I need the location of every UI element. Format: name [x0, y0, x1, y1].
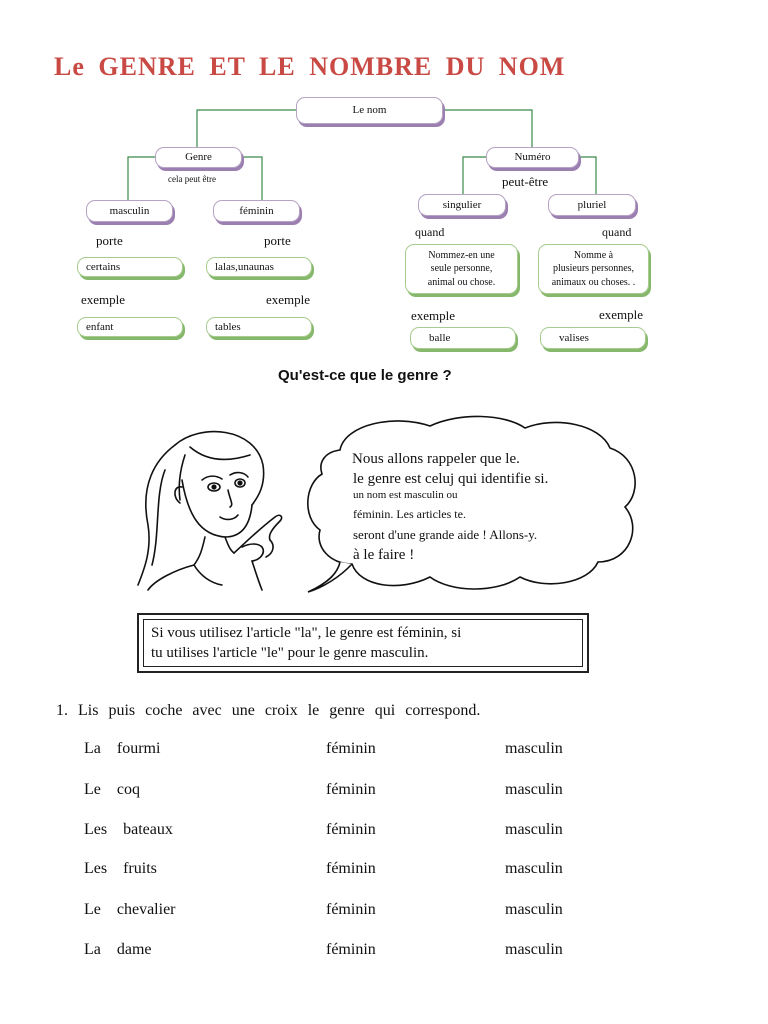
info-line-2: tu utilises l'article "le" pour le genre masculin. — [151, 645, 429, 661]
node-singulier: singulier — [418, 194, 506, 216]
label-exemple-mid: exemple — [266, 292, 311, 307]
girl-illustration — [130, 425, 300, 595]
option-masculin[interactable]: masculin — [505, 941, 563, 958]
node-lalas: lalas,unaunas — [206, 257, 312, 277]
info-line-1: Si vous utilisez l'article "la", le genre est féminin, si — [151, 625, 462, 641]
noun: La fourmi — [84, 740, 161, 757]
exercise-row — [0, 740, 768, 764]
label-exemple-plur: exemple — [599, 307, 644, 322]
bubble-line-4: féminin. Les articles te. — [353, 507, 466, 521]
node-genre: Genre — [155, 147, 242, 168]
page-title: Le GENRE ET LE NOMBRE DU NOM — [54, 52, 566, 81]
plur-desc-line3: animaux ou choses. . — [551, 276, 636, 288]
label-exemple-sing: exemple — [411, 308, 456, 323]
exercise-row — [0, 901, 768, 925]
bubble-line-5: seront d'une grande aide ! Allons-y. — [353, 527, 538, 542]
option-feminin[interactable]: féminin — [326, 740, 376, 757]
label-porte-right: porte — [264, 233, 291, 248]
sing-desc-line3: animal ou chose. — [427, 276, 496, 288]
bubble-line-6: à le faire ! — [353, 547, 415, 563]
plur-desc-line1: Nomme à — [573, 249, 614, 261]
label-quand-right: quand — [602, 225, 632, 239]
bubble-line-2: le genre est celuj qui identifie si. — [353, 471, 549, 487]
exercise-row — [0, 781, 768, 805]
node-masculin: masculin — [86, 200, 173, 222]
node-balle: balle — [410, 327, 516, 349]
node-numero: Numéro — [486, 147, 579, 168]
label-porte-left: porte — [96, 233, 123, 248]
label-peut-etre: peut-être — [502, 174, 549, 189]
node-enfant: enfant — [77, 317, 183, 337]
noun: Les bateaux — [84, 821, 173, 838]
node-valises: valises — [540, 327, 646, 349]
option-feminin[interactable]: féminin — [326, 781, 376, 798]
info-box — [137, 613, 589, 673]
section-question: Qu'est-ce que le genre ? — [278, 367, 452, 384]
exercise-row — [0, 941, 768, 965]
option-masculin[interactable]: masculin — [505, 740, 563, 757]
option-masculin[interactable]: masculin — [505, 901, 563, 918]
exercise-row — [0, 821, 768, 845]
exercise-instruction: 1. Lis puis coche avec une croix le genre qui correspond. — [56, 702, 481, 719]
option-feminin[interactable]: féminin — [326, 941, 376, 958]
bubble-line-1: Nous allons rappeler que le. — [352, 451, 520, 467]
option-feminin[interactable]: féminin — [326, 821, 376, 838]
label-cela-peut-etre: cela peut être — [168, 174, 216, 184]
node-pluriel-description — [538, 244, 649, 294]
noun: Les fruits — [84, 860, 157, 877]
option-masculin[interactable]: masculin — [505, 821, 563, 838]
option-masculin[interactable]: masculin — [505, 781, 563, 798]
label-quand-left: quand — [415, 225, 445, 239]
option-feminin[interactable]: féminin — [326, 901, 376, 918]
option-masculin[interactable]: masculin — [505, 860, 563, 877]
label-exemple-left: exemple — [81, 292, 126, 307]
node-le-nom: Le nom — [296, 97, 443, 124]
node-singulier-description — [405, 244, 518, 294]
noun: Le chevalier — [84, 901, 176, 918]
node-pluriel: pluriel — [548, 194, 636, 216]
noun: Le coq — [84, 781, 140, 798]
exercise-row — [0, 860, 768, 884]
sing-desc-line1: Nommez-en une — [428, 249, 495, 261]
sing-desc-line2: seule personne, — [430, 263, 493, 275]
bubble-line-3: un nom est masculin ou — [353, 489, 458, 501]
speech-bubble-shape — [300, 412, 645, 602]
plur-desc-line2: plusieurs personnes, — [552, 263, 635, 275]
node-tables: tables — [206, 317, 312, 337]
noun: La dame — [84, 941, 152, 958]
node-feminin: féminin — [213, 200, 300, 222]
node-certains: certains — [77, 257, 183, 277]
option-feminin[interactable]: féminin — [326, 860, 376, 877]
